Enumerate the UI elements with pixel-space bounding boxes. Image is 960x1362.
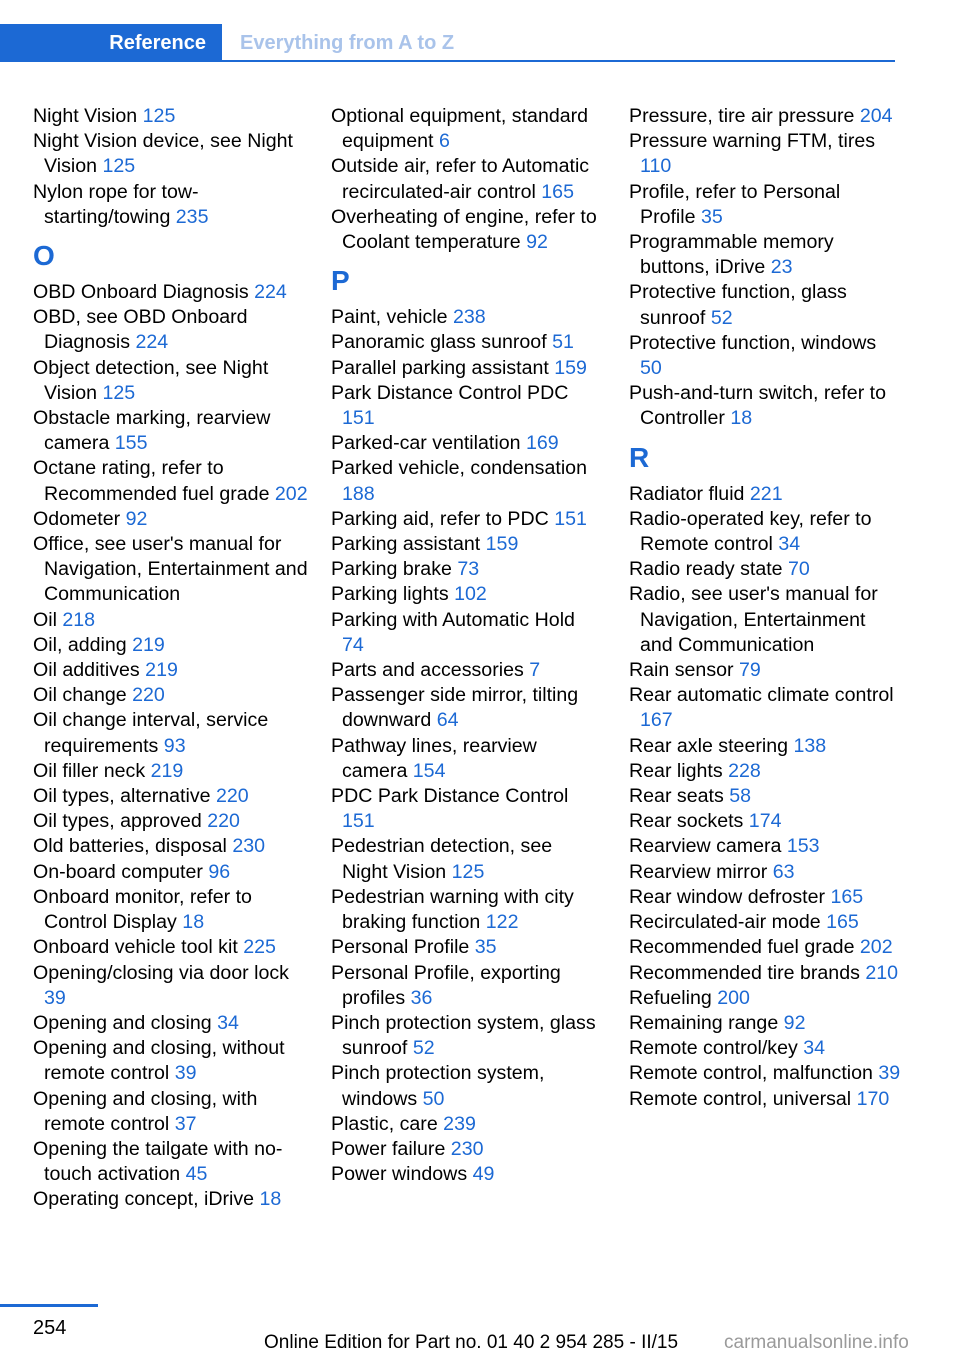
page-reference-link[interactable]: 64 <box>436 709 459 732</box>
page-reference-link[interactable]: 224 <box>135 331 169 354</box>
index-entry-term: Recirculated-air mode <box>629 911 827 934</box>
index-entry-term: Parking with Automatic Hold <box>331 608 575 631</box>
index-entry-term: On-board computer <box>33 860 209 883</box>
index-entry-term: Recommended fuel grade <box>629 936 860 959</box>
page-reference-link[interactable]: 238 <box>452 306 486 329</box>
page-reference-link[interactable]: 200 <box>717 986 750 1009</box>
page-reference-link[interactable]: 23 <box>770 256 793 279</box>
index-entry-term: Oil change <box>33 684 133 707</box>
page-reference-link[interactable]: 36 <box>410 986 433 1009</box>
index-entry <box>331 431 601 456</box>
index-entry-term: Object detection, see Night Vision <box>33 356 269 404</box>
index-entry-term: Parallel parking assistant <box>331 356 555 379</box>
index-entry <box>33 885 311 935</box>
index-entry <box>629 230 901 280</box>
index-entry-term: Overheating of engine, refer to Coolant temperature <box>331 205 597 254</box>
index-entry-term: Programmable memory buttons, iDrive <box>629 231 834 279</box>
page-reference-link[interactable]: 230 <box>232 835 266 858</box>
page-reference-link[interactable]: 51 <box>552 331 574 354</box>
index-entry-term: Power failure <box>331 1137 451 1160</box>
page-reference-link[interactable]: 92 <box>125 507 148 530</box>
index-entry <box>331 305 601 330</box>
page-number: 254 <box>33 1317 67 1339</box>
footer-rule <box>0 1304 98 1307</box>
page-reference-link[interactable]: 218 <box>62 608 96 631</box>
page-reference-link[interactable]: 125 <box>102 381 136 404</box>
page-reference-link[interactable]: 37 <box>174 1112 197 1135</box>
page-reference-link[interactable]: 220 <box>207 810 240 833</box>
index-entry-term: Oil filler neck <box>33 759 151 782</box>
page-reference-link[interactable]: 125 <box>142 105 176 127</box>
page-reference-link[interactable]: 125 <box>451 860 485 883</box>
index-entry-term: Opening and closing <box>33 1011 218 1034</box>
index-entry-term: Octane rating, refer to Recommended fuel grade <box>33 457 275 505</box>
page-reference-link[interactable]: 125 <box>102 155 136 178</box>
page-reference-link[interactable]: 34 <box>778 533 801 556</box>
index-entry <box>331 104 601 154</box>
index-entry-term: Pedestrian detection, see Night Vision <box>331 835 553 883</box>
page-reference-link[interactable]: 220 <box>215 785 249 808</box>
index-entry <box>629 935 901 960</box>
index-entry <box>629 582 901 658</box>
index-entry-term: Paint, vehicle <box>331 306 453 329</box>
page-reference-link[interactable]: 39 <box>44 986 66 1009</box>
index-entry-term: Opening the tailgate with no-touch activation <box>33 1137 283 1186</box>
index-entry <box>629 104 901 129</box>
index-entry-term: Remote control, malfunction <box>629 1062 879 1085</box>
page-reference-link[interactable]: 154 <box>412 759 446 782</box>
page-reference-link[interactable]: 204 <box>859 105 893 127</box>
index-entry-term: Pedestrian warning with city braking function <box>331 885 574 934</box>
index-entry <box>33 1036 311 1086</box>
index-entry <box>629 1011 901 1036</box>
page-reference-link[interactable]: 239 <box>443 1112 476 1135</box>
index-entry-term: Recommended tire brands <box>629 961 866 984</box>
index-entry <box>33 280 311 305</box>
page-reference-link[interactable]: 35 <box>474 936 497 959</box>
page-reference-link[interactable]: 167 <box>640 709 673 732</box>
page-reference-link[interactable]: 202 <box>274 482 308 505</box>
index-entry-term: Onboard monitor, refer to Control Display <box>33 885 252 934</box>
index-entry-term: Parked vehicle, condensation <box>331 457 587 480</box>
index-entry-term: Optional equipment, standard equipment <box>331 105 589 153</box>
index-entry <box>629 759 901 784</box>
index-entry-term: Passenger side mirror, tilting downward <box>331 684 579 732</box>
page-reference-link[interactable]: 221 <box>749 482 783 505</box>
index-entry-term: Panoramic glass sunroof <box>331 331 553 354</box>
page-reference-link[interactable]: 39 <box>174 1062 197 1085</box>
index-entry-term: Opening and closing, without remote control <box>33 1037 285 1085</box>
index-entry <box>629 809 901 834</box>
page-reference-link[interactable]: 220 <box>132 684 165 707</box>
index-entry-term: Remote control, universal <box>629 1087 857 1110</box>
index-entry <box>33 608 311 633</box>
index-entry <box>331 1137 601 1162</box>
watermark: carmanualsonline.info <box>724 1332 909 1353</box>
index-entry-term: Oil change interval, service requirements <box>33 709 269 757</box>
index-entry <box>33 834 311 859</box>
edition-note: Online Edition for Part no. 01 40 2 954 285 - II/15 <box>264 1332 679 1353</box>
index-column-3 <box>629 104 901 1112</box>
index-entry-term: Nylon rope for tow-starting/towing <box>33 180 199 228</box>
index-entry-term: Obstacle marking, rearview camera <box>33 407 271 455</box>
index-entry <box>33 935 311 960</box>
index-entry <box>331 885 601 935</box>
section-tab: Reference <box>0 24 222 62</box>
index-entry-term: Rear seats <box>629 785 730 808</box>
index-entry <box>629 683 901 733</box>
page-reference-link[interactable]: 159 <box>554 356 587 379</box>
index-entry <box>331 658 601 683</box>
page-reference-link[interactable]: 155 <box>114 432 148 455</box>
index-entry <box>629 986 901 1011</box>
index-entry <box>629 658 901 683</box>
page-reference-link[interactable]: 170 <box>856 1087 890 1110</box>
index-entry <box>629 784 901 809</box>
index-entry <box>331 330 601 355</box>
index-entry <box>33 784 311 809</box>
index-entry-term: Pinch protection system, windows <box>331 1062 545 1110</box>
index-entry <box>629 734 901 759</box>
index-entry <box>33 507 311 532</box>
index-entry-term: Oil <box>33 608 63 631</box>
index-entry-term: Radio, see user's manual for Navigation, Entertainment and Communication <box>629 583 878 656</box>
index-entry <box>629 1061 901 1086</box>
index-entry-term: Operating concept, iDrive <box>33 1188 260 1211</box>
index-entry-term: Pinch protection system, glass sunroof <box>331 1011 596 1060</box>
index-entry-term: Rain sensor <box>629 659 739 682</box>
index-entry <box>331 381 601 431</box>
index-entry <box>33 633 311 658</box>
index-entry <box>629 860 901 885</box>
index-entry-term: Rear lights <box>629 759 729 782</box>
index-entry <box>33 860 311 885</box>
index-entry <box>629 885 901 910</box>
index-entry <box>331 1061 601 1111</box>
index-entry-term: Radiator fluid <box>629 482 750 505</box>
index-entry-term: Radio-operated key, refer to Remote control <box>629 507 872 556</box>
page-reference-link[interactable]: 92 <box>783 1011 806 1034</box>
index-entry <box>629 961 901 986</box>
index-entry <box>33 356 311 406</box>
index-entry-term: OBD Onboard Diagnosis <box>33 281 255 304</box>
index-entry <box>331 507 601 532</box>
page-reference-link[interactable]: 188 <box>342 482 375 505</box>
index-entry <box>33 456 311 506</box>
index-entry <box>629 129 901 179</box>
index-letter-heading: P <box>331 265 350 297</box>
page-reference-link[interactable]: 52 <box>710 306 733 329</box>
index-entry <box>33 1187 311 1212</box>
index-entry-term: Personal Profile, exporting profiles <box>331 961 561 1009</box>
page-reference-link[interactable]: 6 <box>438 130 450 153</box>
page-reference-link[interactable]: 169 <box>525 432 559 455</box>
page-reference-link[interactable]: 39 <box>878 1062 901 1085</box>
page-reference-link[interactable]: 79 <box>739 659 761 682</box>
index-entry <box>331 784 601 834</box>
page-reference-link[interactable]: 225 <box>243 936 276 959</box>
index-entry <box>33 809 311 834</box>
page-reference-link[interactable]: 73 <box>457 558 480 581</box>
index-entry <box>33 104 311 129</box>
index-entry-term: Onboard vehicle tool kit <box>33 936 244 959</box>
page-reference-link[interactable]: 110 <box>640 155 672 178</box>
index-entry <box>331 557 601 582</box>
page-reference-link[interactable]: 45 <box>185 1163 208 1186</box>
index-entry-term: Protective function, windows <box>629 331 877 354</box>
page-reference-link[interactable]: 50 <box>640 357 662 380</box>
index-entry <box>331 356 601 381</box>
index-entry-term: Office, see user's manual for Navigation, Entertainment and Communication <box>33 533 308 606</box>
index-entry <box>331 834 601 884</box>
page-reference-link[interactable]: 151 <box>342 407 375 430</box>
index-entry <box>331 456 601 506</box>
page-reference-link[interactable]: 159 <box>485 533 519 556</box>
index-letter-heading: R <box>629 441 650 473</box>
page-reference-link[interactable]: 210 <box>865 961 899 984</box>
index-entry <box>33 180 311 230</box>
index-entry-term: Parking lights <box>331 583 455 606</box>
index-entry <box>629 482 901 507</box>
index-entry-term: Rear automatic climate control <box>629 684 894 707</box>
page-reference-link[interactable]: 52 <box>412 1037 435 1060</box>
index-entry-term: Park Distance Control PDC <box>331 381 569 404</box>
index-entry-term: Power windows <box>331 1163 473 1186</box>
index-entry-term: Rearview camera <box>629 835 787 858</box>
page-reference-link[interactable]: 74 <box>342 633 364 656</box>
page-reference-link[interactable]: 7 <box>529 659 541 682</box>
page-reference-link[interactable]: 96 <box>208 860 231 883</box>
index-entry-term: Oil types, alternative <box>33 785 216 808</box>
index-entry-term: Outside air, refer to Automatic recirculated-air control <box>331 155 590 203</box>
page-reference-link[interactable]: 18 <box>182 911 205 934</box>
index-column-2 <box>331 104 601 1187</box>
index-entry <box>331 582 601 607</box>
index-entry <box>33 129 311 179</box>
index-entry <box>33 683 311 708</box>
index-entry-term: Oil types, approved <box>33 810 208 833</box>
index-entry-term: Personal Profile <box>331 936 475 959</box>
index-entry-term: Protective function, glass sunroof <box>629 281 847 329</box>
page-reference-link[interactable]: 230 <box>450 1137 484 1160</box>
page-reference-link[interactable]: 70 <box>788 558 810 581</box>
page-reference-link[interactable]: 50 <box>422 1087 445 1110</box>
index-entry <box>33 708 311 758</box>
index-entry-term: Rear axle steering <box>629 734 794 757</box>
index-entry <box>629 834 901 859</box>
page-reference-link[interactable]: 165 <box>541 180 574 203</box>
index-entry-term: Refueling <box>629 986 718 1009</box>
page-reference-link[interactable]: 58 <box>729 785 751 808</box>
index-entry <box>331 734 601 784</box>
page-reference-link[interactable]: 219 <box>145 659 178 682</box>
index-entry-term: Radio ready state <box>629 558 789 581</box>
index-entry <box>629 507 901 557</box>
page-reference-link[interactable]: 174 <box>748 810 782 833</box>
index-entry <box>33 532 311 608</box>
index-entry-term: Night Vision device, see Night Vision <box>33 130 293 178</box>
page-reference-link[interactable]: 93 <box>163 734 186 757</box>
page-reference-link[interactable]: 202 <box>859 936 893 959</box>
page-reference-link[interactable]: 235 <box>175 205 209 228</box>
page-reference-link[interactable]: 35 <box>700 205 723 228</box>
page-reference-link[interactable]: 151 <box>342 810 375 833</box>
page-reference-link[interactable]: 219 <box>150 759 184 782</box>
page-reference-link[interactable]: 228 <box>728 759 761 782</box>
index-letter-heading: O <box>33 240 55 272</box>
index-entry <box>629 1036 901 1061</box>
index-entry <box>629 1087 901 1112</box>
page-reference-link[interactable]: 49 <box>472 1163 495 1186</box>
index-entry-term: Oil additives <box>33 659 146 682</box>
index-entry-term: Old batteries, disposal <box>33 835 233 858</box>
index-entry-term: Profile, refer to Personal Profile <box>629 180 841 228</box>
index-entry-term: Opening/closing via door lock <box>33 961 289 984</box>
index-entry-term: PDC Park Distance Control <box>331 785 569 808</box>
index-entry-term: Parked-car ventilation <box>331 432 526 455</box>
index-entry <box>33 1087 311 1137</box>
index-entry-term: Pathway lines, rearview camera <box>331 734 537 782</box>
index-entry-term: Oil, adding <box>33 633 133 656</box>
page-reference-link[interactable]: 224 <box>254 281 287 304</box>
index-entry <box>331 683 601 733</box>
index-entry <box>33 658 311 683</box>
index-entry-term: Odometer <box>33 507 126 530</box>
page-reference-link[interactable]: 92 <box>526 231 548 254</box>
index-entry <box>33 406 311 456</box>
page-reference-link[interactable]: 219 <box>132 633 165 656</box>
index-entry-term: Rearview mirror <box>629 860 773 883</box>
page-reference-link[interactable]: 18 <box>730 407 753 430</box>
index-entry <box>629 557 901 582</box>
page-reference-link[interactable]: 63 <box>772 860 795 883</box>
index-entry <box>331 1162 601 1187</box>
index-entry <box>331 935 601 960</box>
index-entry <box>629 910 901 935</box>
page-reference-link[interactable]: 18 <box>259 1188 282 1211</box>
index-entry-term: Remote control/key <box>629 1037 804 1060</box>
index-entry <box>33 961 311 1011</box>
index-entry <box>33 1137 311 1187</box>
index-entry <box>331 154 601 204</box>
index-entry-term: Rear window defroster <box>629 885 831 908</box>
index-entry <box>629 381 901 431</box>
index-entry <box>629 280 901 330</box>
index-entry-term: Pressure warning FTM, tires <box>629 130 876 153</box>
page-header <box>0 24 895 62</box>
index-entry-term: Parking aid, refer to PDC <box>331 507 555 530</box>
index-entry <box>331 1011 601 1061</box>
index-entry <box>33 305 311 355</box>
index-entry-term: Opening and closing, with remote control <box>33 1087 258 1135</box>
index-column-1 <box>33 104 311 1213</box>
index-entry <box>629 180 901 230</box>
index-entry-term: Parts and accessories <box>331 659 530 682</box>
index-entry-term: Pressure, tire air pressure <box>629 105 860 127</box>
index-entry <box>331 532 601 557</box>
page-reference-link[interactable]: 165 <box>826 911 859 934</box>
header-rule <box>0 60 895 62</box>
page-reference-link[interactable]: 34 <box>217 1011 239 1034</box>
page-reference-link[interactable]: 153 <box>786 835 820 858</box>
index-entry <box>629 331 901 381</box>
index-entry-term: Plastic, care <box>331 1112 444 1135</box>
index-entry-term: Parking assistant <box>331 533 486 556</box>
index-entry-term: Push-and-turn switch, refer to Controller <box>629 382 887 430</box>
page-reference-link[interactable]: 122 <box>485 911 519 934</box>
index-entry-term: Remaining range <box>629 1011 784 1034</box>
page-reference-link[interactable]: 102 <box>454 583 487 606</box>
index-entry-term: OBD, see OBD Onboard Diagnosis <box>33 306 248 354</box>
index-entry <box>331 608 601 658</box>
index-entry-term: Rear sockets <box>629 810 749 833</box>
index-entry-term: Parking brake <box>331 558 458 581</box>
index-entry <box>331 961 601 1011</box>
page-reference-link[interactable]: 151 <box>554 507 587 530</box>
index-entry <box>33 759 311 784</box>
index-entry <box>331 205 601 255</box>
index-entry-term: Night Vision <box>33 105 143 127</box>
section-subtitle: Everything from A to Z <box>240 32 455 54</box>
page-reference-link[interactable]: 165 <box>830 885 864 908</box>
index-entry <box>33 1011 311 1036</box>
page-reference-link[interactable]: 34 <box>803 1037 826 1060</box>
index-entry <box>331 1112 601 1137</box>
page-reference-link[interactable]: 138 <box>793 734 827 757</box>
